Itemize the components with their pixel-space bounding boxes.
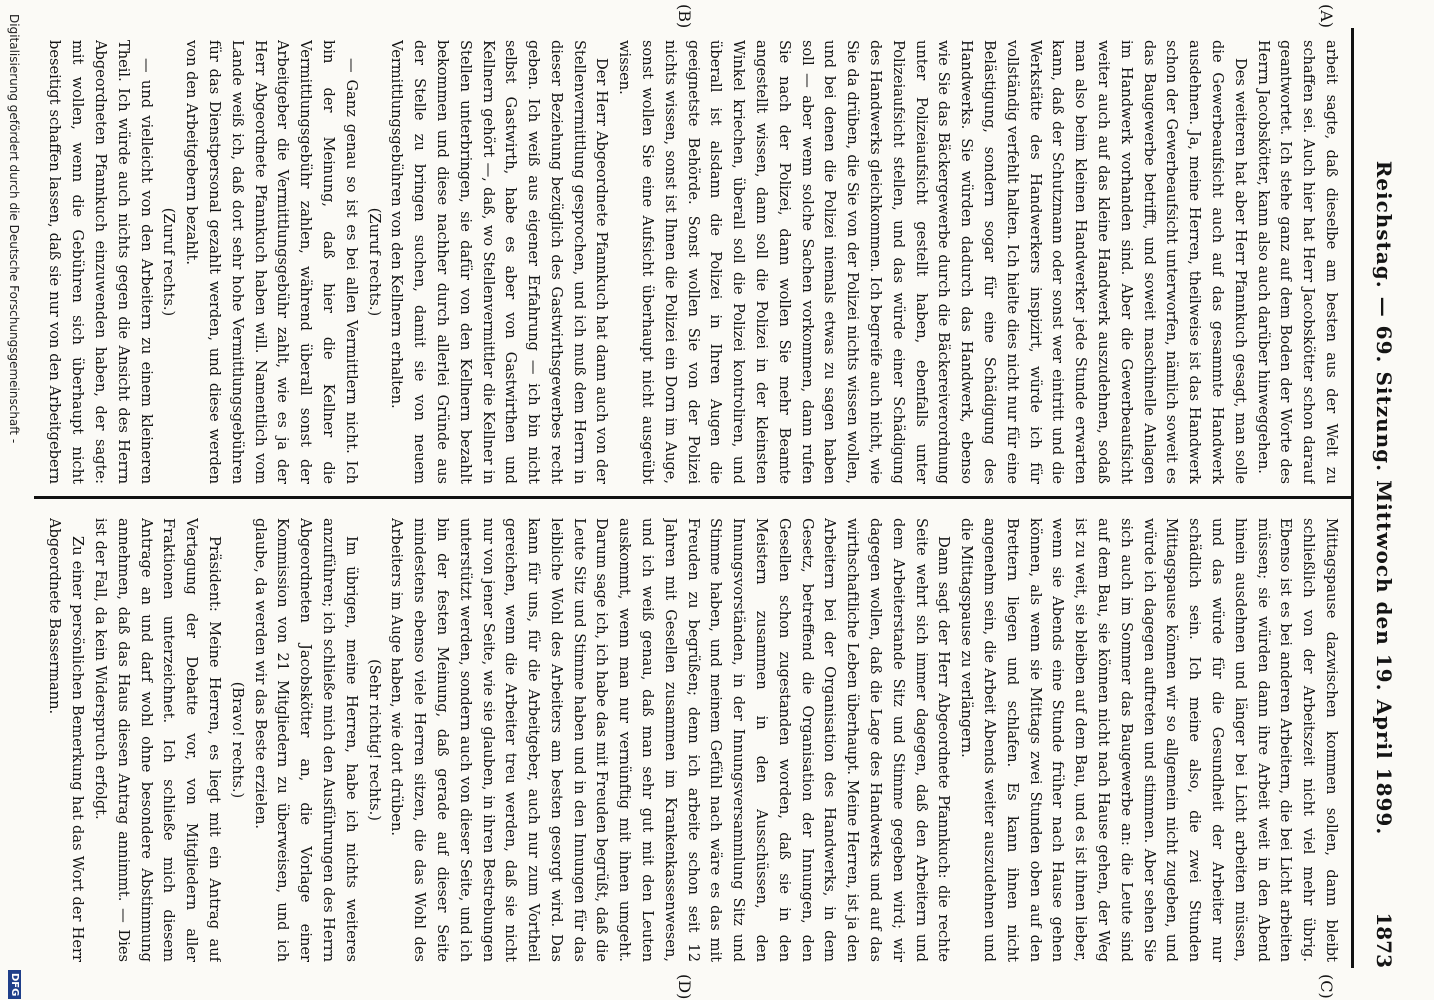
margin-marker-a: (A): [1317, 4, 1336, 29]
page-header: [1356, 28, 1406, 968]
interjection: (Bravo! rechts.): [228, 681, 246, 799]
paragraph: Präsident: Meine Herren, es liegt mit ein Antrag auf Vertagung der Debatte vor, von Mitgliedern aller Fraktionen unterzeichnet. Ich schließe mich diesem Antrage an und darf wohl ohne besondere Abstimmung annehmen, daß das Haus diesen Antrag annimmt. — Dies ist der Fall, da kein Widerspruch erfolgt.: [91, 518, 223, 962]
margin-marker-c: (C): [1317, 974, 1336, 999]
digitization-text: Digitalisierung gefördert durch die Deutsche Forschungsgemeinschaft -: [7, 14, 21, 444]
margin-marker-b: (B): [675, 4, 694, 29]
paragraph: Dann sagt der Herr Abgeordnete Pfannkuch: die rechte Seite wehrt sich immer dagegen, daß den Arbeitern und dem Arbeiterstande Sitz und Stimme gegeben wird; wir dagegen wollen, daß die Lage des Handwerks und auf das wirthschaftliche Leben überhaupt. Meine Herren, ist ja den Arbeitern bei der Organisation des Handwerks, in dem Gesetz, betreffend die Organisation der Innungen, den Gesellen schon zugestanden worden, daß sie in den Meistern zusammen in den Ausschüssen, den Innungsvorständen, in der Innungsversammlung Sitz und Stimme haben, und meinem Gefühl nach wäre es das mit Freuden zu begrüßen; denn ich arbeite schon seit 12 Jahren mit Gesellen zusammen im Krankenkassenwesen, und ich weiß genau, daß man sehr gut mit den Leuten auskommt, wenn man nur vernünftig mit ihnen umgeht. Darum sage ich, ich habe das mit Freuden begrüßt, daß die Leute Sitz und Stimme haben und in den Innungen für das leibliche Wohl des Arbeiters am besten gesorgt wird. Das kann für uns, für die Arbeitgeber, auch nur zum Vortheil gereichen, wenn die Arbeiter treu werden, daß sie nicht nur von jener Seite, wie sie glauben, in ihren Bestrebungen unterstützt werden, sondern auch von dieser Seite, und ich bin der festen Meinung, daß gerade auf dieser Seite mindestens ebenso viele Herren sitzen, die das Wohl des Arbeiters im Auge haben, wie dort drüben.: [388, 518, 953, 962]
interjection: (Sehr richtig! rechts.): [365, 659, 383, 821]
paragraph: Des weiteren hat aber Herr Pfannkuch gesagt, man solle die Gewerbeaufsicht auch auf das gesammte Handwerk ausdehnen. Ja, meine Herren, theilweise ist das Handwerk schon der Gewerbeaufsicht unterworfen, nämlich soweit es das Baugewerbe betrifft, und soweit maschinelle Anlagen im Handwerk vorhanden sind. Aber die Gewerbeaufsicht weiter auch auf das kleine Handwerk auszudehnen, sodaß man also beim kleinen Handwerker jede Stunde erwarten kann, daß der Schutzmann oder sonst wer eintritt und die Werkstätte des Handwerkers inspizirt, würde ich für vollständig verfehlt halten. Ich hielte dies nicht nur für eine Belästigung, sondern sogar für eine Schädigung des Handwerks. Sie würden dadurch das Handwerk, ebenso wie Sie das Bäckergewerbe durch die Bäckereiverordnung unter Polizeiaufsicht gestellt haben, ebenfalls unter Polizeiaufsicht stellen, und das würde einer Schädigung des Handwerks gleichkommen. Ich begreife auch nicht, wie Sie da drüben, die Sie von der Polizei nichts wissen wollen, und bei denen die Polizei niemals etwas zu sagen haben soll — aber wenn solche Sachen vorkommen, dann rufen Sie nach der Polizei, dann wollen Sie mehr Beamte angestellt wissen, dann soll die Polizei in der kleinsten Winkel kriechen, überall soll die Polizei kontroliren, und überall ist alsdann die Polizei in Ihren Augen die geeignetste Behörde. Sonst wollen Sie von der Polizei nichts wissen, sonst ist Ihnen die Polizei ein Dorn im Auge, sonst wollen Sie eine Aufsicht überhaupt nicht ausgeübt wissen.: [616, 40, 1249, 484]
margin-marker-d: (D): [675, 974, 694, 1000]
paragraph: Mittagspause dazwischen kommen sollen, dann bleibt schließlich von der Arbeitszeit nicht viel mehr übrig. Ebenso ist es bei anderen Arbeitern, die bei Licht arbeiten müssen; sie würden dann ihre Arbeit weit in den Abend hinein ausdehnen und länger bei Licht arbeiten müssen, und das würde für die Gesundheit der Arbeiter nur schädlich sein. Ich meine also, die zwei Stunden Mittagspause können wir so allgemein nicht zugeben, und würde ich dagegen auftreten und stimmen. Aber sehen Sie sich auch im Sommer das Baugewerbe an: die Leute sind auf dem Bau, sie können nicht nach Hause gehen, der Weg ist zu weit, sie bleiben auf dem Bau, und es ist ihnen lieber, wenn sie Abends eine Stunde früher nach Hause gehen können, als wenn sie Mittags zwei Stunden oben auf den Brettern liegen und schlafen. Es kann ihnen nicht angenehm sein, die Arbeit Abends weiter auszudehnen und die Mittagspause zu verlängern.: [958, 518, 1340, 962]
paragraph: — Ganz genau so ist es bei allen Vermittlern nicht. Ich bin der Meinung, daß hier die Kellner die Vermittlungsgebühr zahlen, während überall sonst der Arbeitgeber die Vermittlungsgebühr zahlt, wie es ja der Herr Abgeordnete Pfannkuch haben will. Namentlich vom Lande weiß ich, daß dort sehr hohe Vermittlungsgebühren für das Dienstpersonal gezahlt werden, und diese werden von den Arbeitgebern bezahlt.: [183, 40, 360, 484]
header-title: Reichstag. — 69. Sitzung. Mittwoch den 19. April 1899.: [1372, 160, 1396, 836]
column-divider: [34, 496, 1354, 499]
paragraph: Im übrigen, meine Herren, habe ich nichts weiteres anzuführen; ich schließe mich den Ausführungen des Herrn Abgeordneten Jacobskötter an, die Vorlage einer Kommission von 21 Mitgliedern zu überweisen, und ich glaube, da werden wir das Beste erzielen.: [251, 518, 360, 962]
paragraph: — und vielleicht von den Arbeitern zu einem kleineren Theil. Ich würde auch nichts gegen die Ansicht des Herrn Abgeordneten Pfannkuch einzuwenden haben, der sagte: mit wollen, wenn die Gebühren sich überhaupt nicht beseitigt schaffen lassen, daß sie nur von den Arbeitgebern: [46, 40, 155, 484]
right-column: [42, 518, 1342, 962]
paragraph: [42, 518, 43, 962]
left-column: [42, 40, 1342, 484]
interjection: (Zuruf rechts.): [160, 207, 178, 317]
paragraph: Zu einer persönlichen Bemerkung hat das Wort der Herr Abgeordnete Bassermann.: [46, 518, 87, 962]
page-number: 1873: [1372, 912, 1396, 968]
paragraph: arbeit sagte, daß dieselbe am besten aus der Welt zu schaffen sei. Auch hier hat Herr Jacobskötter schon darauf geantwortet. Ich stehe ganz auf dem Boden der Worte des Herrn Jacobskötter, kann also auch darüber hinweggehen.: [1254, 40, 1340, 484]
digitization-note: [0, 0, 24, 1000]
interjection: (Zuruf rechts.): [365, 207, 383, 317]
dfg-logo: DFG: [8, 970, 21, 999]
paragraph: Der Herr Abgeordnete Pfannkuch hat dann auch von der Stellenvermittlung gesprochen, und ich muß dem Herrn in dieser Beziehung bezüglich des Gastwirthsgewerbes recht geben. Ich weiß aus eigener Erfahrung — ich bin nicht selbst Gastwirth, habe es aber von Gastwirthen und Kellnern gehört —, daß, wo Stellenvermittler die Kellner in Stellen unterbringen, sie dafür von den Kellnern bezahlt bekommen und diese nachher durch allerlei Gründe aus der Stelle zu bringen suchen, damit sie von neuem Vermittlungsgebühren von den Kellnern erhalten.: [388, 40, 611, 484]
